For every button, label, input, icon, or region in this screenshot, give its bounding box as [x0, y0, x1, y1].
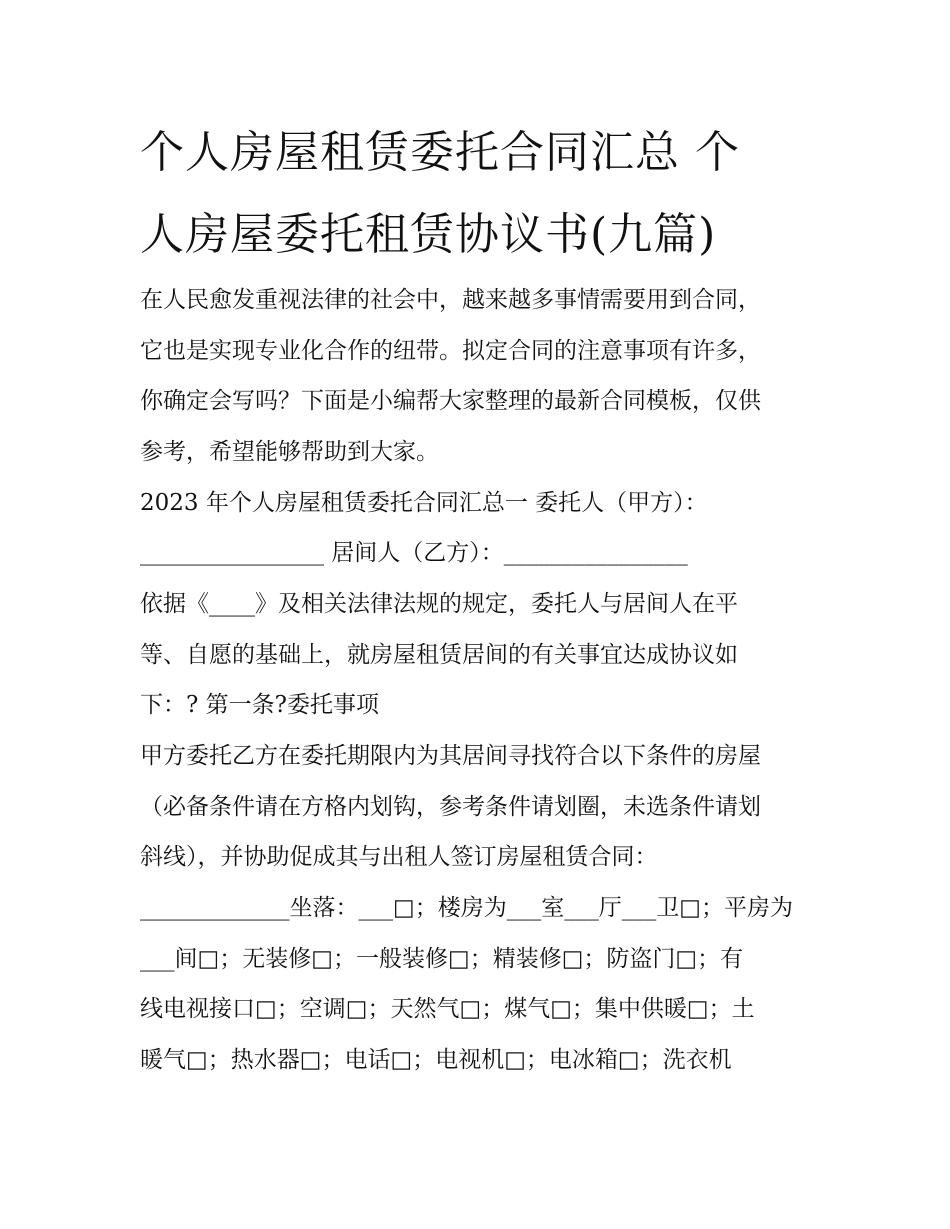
paragraph-line: 斜线），并协助促成其与出租人签订房屋租赁合同：	[140, 844, 658, 870]
paragraph-line: 等、自愿的基础上，就房屋租赁居间的有关事宜达成协议如	[140, 642, 738, 668]
paragraph-line: 线电视接口□；空调□；天然气□；煤气□；集中供暖□；土	[140, 996, 755, 1022]
document-title	[140, 112, 820, 276]
title-line-1: 个人房屋租赁委托合同汇总 个	[140, 127, 740, 178]
paragraph-line: 你确定会写吗？下面是小编帮大家整理的最新合同模板，仅供	[140, 388, 761, 414]
paragraph-line: 依据《____》及相关法律法规的规定，委托人与居间人在平	[140, 591, 738, 617]
paragraph-line: 下：? 第一条?委托事项	[140, 692, 379, 718]
paragraph-line: ________________ 居间人（乙方）：________________	[140, 540, 688, 566]
paragraph-line: （必备条件请在方格内划钩，参考条件请划圈，未选条件请划	[140, 794, 761, 820]
paragraph-line: 在人民愈发重视法律的社会中，越来越多事情需要用到合同，	[140, 287, 761, 313]
paragraph-line: ___间□；无装修□；一般装修□；精装修□；防盗门□；有	[140, 946, 744, 972]
paragraph-line: 2023 年个人房屋租赁委托合同汇总一 委托人（甲方）：	[140, 490, 708, 516]
paragraph-line: 暖气□；热水器□；电话□；电视机□；电冰箱□；洗衣机	[140, 1047, 732, 1073]
paragraph-line: 甲方委托乙方在委托期限内为其居间寻找符合以下条件的房屋	[140, 743, 761, 769]
paragraph-line: 它也是实现专业化合作的纽带。拟定合同的注意事项有许多，	[140, 338, 761, 364]
paragraph-line: _____________坐落：___□；楼房为___室___厅___卫□；平房为	[140, 895, 793, 921]
paragraph-line: 参考，希望能够帮助到大家。	[140, 439, 439, 465]
title-line-2: 人房屋委托租赁协议书(九篇)	[140, 209, 717, 260]
